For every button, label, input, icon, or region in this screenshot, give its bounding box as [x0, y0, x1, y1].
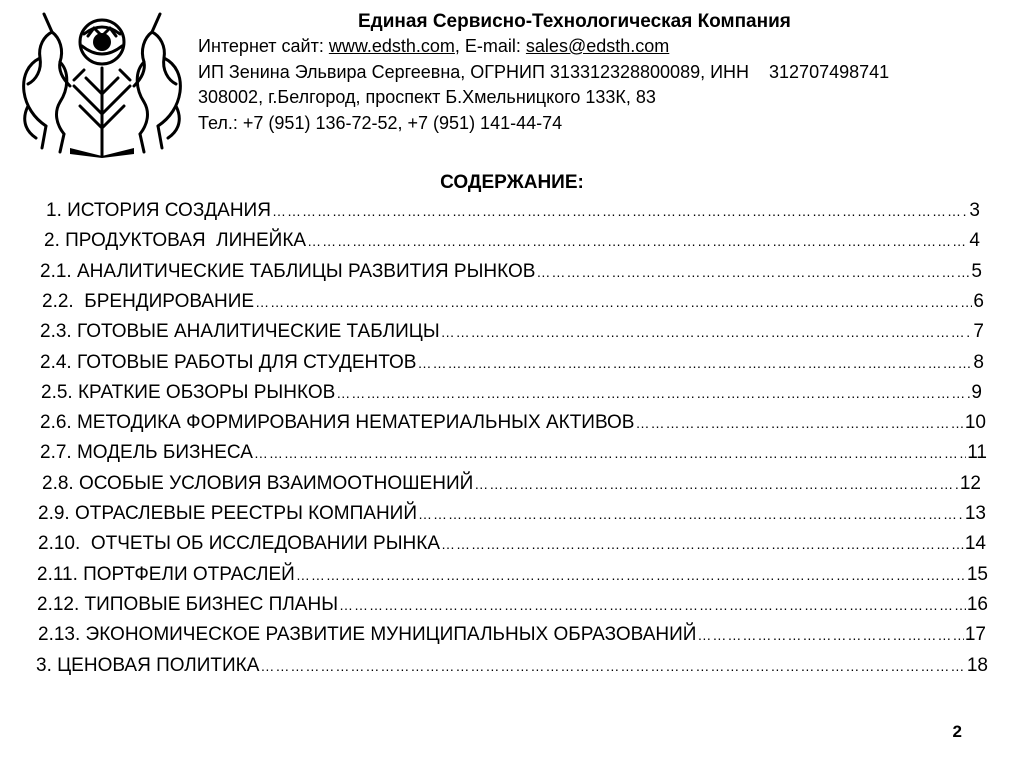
toc-leader-dots — [441, 324, 973, 340]
toc-item[interactable] — [42, 473, 981, 503]
company-header — [198, 10, 998, 136]
toc-item-page: 13 — [964, 503, 986, 524]
toc-item-page: 10 — [964, 412, 986, 434]
toc-item-label: 2. ПРОДУКТОВАЯ ЛИНЕЙКА — [44, 230, 307, 252]
toc-item-label: 2.10. ОТЧЕТЫ ОБ ИССЛЕДОВАНИИ РЫНКА — [38, 533, 441, 555]
page-number: 2 — [952, 722, 962, 741]
toc-item-label: 1. ИСТОРИЯ СОЗДАНИЯ — [46, 200, 271, 221]
contacts-line — [198, 34, 998, 60]
site-link[interactable]: www.edsth.com — [328, 36, 455, 56]
phones-line: Тел.: +7 (951) 136-72-52, +7 (951) 141-44-74 — [198, 112, 563, 133]
email-label: , E-mail: — [454, 36, 526, 56]
toc-item[interactable] — [37, 564, 988, 594]
toc-leader-dots — [254, 445, 966, 461]
toc-item-label: 2.11. ПОРТФЕЛИ ОТРАСЛЕЙ — [37, 563, 295, 585]
toc-item-label: 2.4. ГОТОВЫЕ РАБОТЫ ДЛЯ СТУДЕНТОВ — [40, 351, 417, 373]
toc-item-page: 4 — [969, 230, 980, 252]
toc-leader-dots — [635, 415, 963, 431]
email-link[interactable]: sales@edsth.com — [525, 36, 670, 56]
toc-item-page: 8 — [973, 351, 984, 373]
toc-item[interactable] — [38, 624, 986, 654]
toc-item-label: 2.1. АНАЛИТИЧЕСКИЕ ТАБЛИЦЫ РАЗВИТИЯ РЫНКОВ — [40, 260, 536, 282]
registration-line: ИП Зенина Эльвира Сергеевна, ОГРНИП 313312328800089, ИНН 312707498741 — [198, 61, 890, 82]
toc-leader-dots — [474, 476, 959, 492]
toc-item[interactable] — [37, 594, 988, 624]
toc-item-label: 2.2. БРЕНДИРОВАНИЕ — [42, 290, 255, 312]
toc-item[interactable] — [38, 503, 986, 533]
toc-item[interactable] — [42, 291, 984, 321]
toc-item[interactable] — [40, 412, 986, 442]
toc-item-label: 2.6. МЕТОДИКА ФОРМИРОВАНИЯ НЕМАТЕРИАЛЬНЫХ АКТИВОВ — [40, 412, 635, 434]
toc-item-page: 16 — [966, 593, 988, 615]
toc-item[interactable] — [40, 261, 982, 291]
toc-leader-dots — [260, 658, 965, 674]
toc-item-page: 11 — [967, 442, 987, 464]
toc-item-label: 2.8. ОСОБЫЕ УСЛОВИЯ ВЗАИМООТНОШЕНИЙ — [42, 472, 474, 494]
toc-leader-dots — [418, 506, 964, 522]
company-emblem — [14, 6, 190, 158]
toc-leader-dots — [336, 385, 970, 401]
toc-item-page: 5 — [971, 260, 982, 282]
toc-item-page: 9 — [971, 381, 982, 403]
toc-leader-dots — [296, 567, 966, 583]
toc-item-label: 2.3. ГОТОВЫЕ АНАЛИТИЧЕСКИЕ ТАБЛИЦЫ — [40, 321, 440, 343]
toc-item-label: 2.12. ТИПОВЫЕ БИЗНЕС ПЛАНЫ — [37, 593, 339, 615]
toc-item-label: 2.13. ЭКОНОМИЧЕСКОЕ РАЗВИТИЕ МУНИЦИПАЛЬНЫХ ОБРАЗОВАНИЙ — [38, 624, 697, 646]
toc-item-label: 2.5. КРАТКИЕ ОБЗОРЫ РЫНКОВ — [41, 381, 336, 403]
toc-item-page: 6 — [973, 290, 984, 312]
toc-item-page: 15 — [966, 563, 988, 585]
toc-item-page: 7 — [973, 321, 984, 343]
toc-item[interactable] — [40, 442, 987, 472]
toc-leader-dots — [272, 203, 968, 219]
toc-item[interactable] — [40, 352, 984, 382]
toc-item-page: 18 — [966, 654, 988, 676]
toc-item[interactable] — [36, 655, 988, 685]
site-label: Интернет сайт: — [198, 36, 329, 56]
toc-leader-dots — [307, 233, 968, 249]
toc-item-label: 2.9. ОТРАСЛЕВЫЕ РЕЕСТРЫ КОМПАНИЙ — [38, 503, 417, 524]
toc-leader-dots — [441, 536, 964, 552]
toc-item-label: 3. ЦЕНОВАЯ ПОЛИТИКА — [36, 654, 260, 676]
toc-item[interactable] — [44, 230, 980, 260]
toc-item-page: 14 — [964, 533, 986, 555]
toc-item-page: 12 — [959, 472, 981, 494]
toc-item-label: 2.7. МОДЕЛЬ БИЗНЕСА — [40, 442, 253, 464]
toc-leader-dots — [536, 264, 970, 280]
company-name: Единая Сервисно-Технологическая Компания — [358, 11, 791, 32]
toc-item-page: 3 — [969, 200, 980, 221]
toc-leader-dots — [255, 294, 972, 310]
toc-item[interactable] — [38, 533, 986, 563]
address-line: 308002, г.Белгород, проспект Б.Хмельницкого 133К, 83 — [198, 87, 656, 107]
toc-leader-dots — [417, 355, 972, 371]
toc-item[interactable] — [46, 200, 980, 230]
toc-item[interactable] — [41, 382, 982, 412]
toc-item-page: 17 — [964, 624, 986, 646]
toc-leader-dots — [697, 627, 963, 643]
toc-title: СОДЕРЖАНИЕ: — [440, 172, 584, 193]
toc-leader-dots — [339, 597, 966, 613]
toc-item[interactable] — [40, 321, 984, 351]
